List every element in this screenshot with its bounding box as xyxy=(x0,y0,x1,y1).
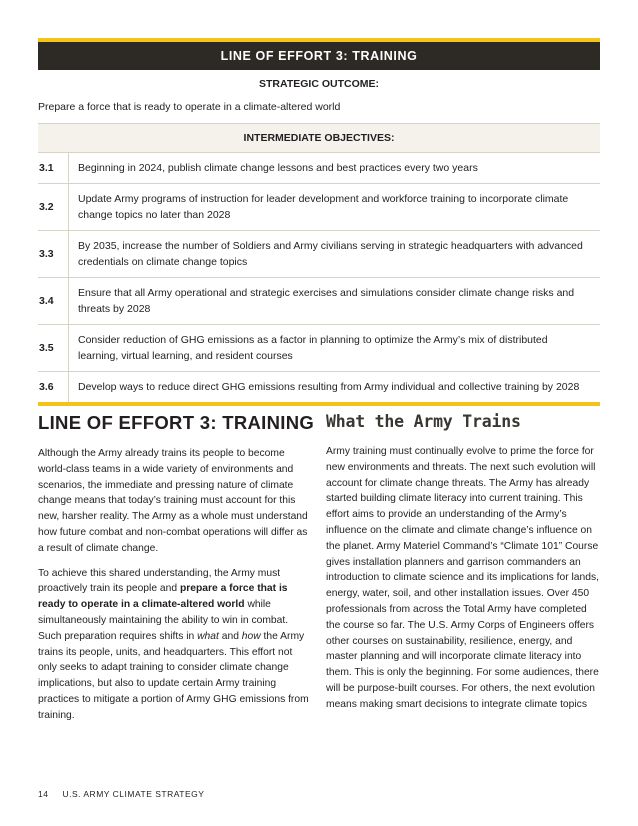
text-run: the Army trains its people, units, and headquarters. This effort not only seeks to adapt training to consider climate change implications, but also to update certain Army training practices to mitigate a portion of Army GHG emissions from training. xyxy=(38,630,309,721)
footer-title: U.S. ARMY CLIMATE STRATEGY xyxy=(62,789,205,799)
strategic-outcome-text: Prepare a force that is ready to operate in a climate-altered world xyxy=(38,101,341,113)
objective-number: 3.4 xyxy=(38,278,69,324)
emphasis-bold: prepare a force that is ready to operate in a climate-altered world xyxy=(38,583,288,611)
objective-text: By 2035, increase the number of Soldiers and Army civilians serving in strategic headquarters with advanced credentials on climate change topics xyxy=(78,240,583,268)
strategic-outcome-label: STRATEGIC OUTCOME: xyxy=(259,78,379,90)
objective-row xyxy=(38,324,600,371)
objective-number: 3.5 xyxy=(38,325,69,371)
objectives-table xyxy=(38,123,600,406)
text-run: while simultaneously maintaining the ability to win in combat. Such preparation requires shifts in xyxy=(38,599,289,642)
banner-title: LINE OF EFFORT 3: TRAINING xyxy=(220,49,418,63)
body-paragraph xyxy=(38,566,310,724)
objective-row xyxy=(38,277,600,324)
emphasis-italic: what xyxy=(197,630,219,642)
objective-text: Beginning in 2024, publish climate change lessons and best practices every two years xyxy=(78,162,478,174)
text-run: To achieve this shared understanding, the Army must proactively train its people and xyxy=(38,567,281,595)
body-paragraph: Army training must continually evolve to prime the force for new environments and threats. The next such evolution will account for climate change threats. The Army has already started building climate literacy into current training. This effort aims to provide an understanding of the Army’s influence on the climate and climate change’s influence on the planet. Army Materiel Command’s “Climate 101” Course gives installation planners and garrison commanders an introduction to climate science and its implications for lands, energy, water, soil, and other installation issues. Over 450 professionals from across the Total Army have completed the course so far. The U.S. Army Corps of Engineers offers other courses on sustainability, resilience, energy, and master planning and will incorporate climate literacy into them. This is only the beginning. For some audiences, there will be purpose-built courses. For others, the next evolution means making smart decisions to integrate climate topics xyxy=(326,446,599,710)
objective-number: 3.6 xyxy=(38,372,69,402)
section-banner xyxy=(38,38,600,70)
right-column xyxy=(326,412,600,722)
objective-row xyxy=(38,152,600,183)
page-footer xyxy=(38,789,204,799)
objective-number: 3.3 xyxy=(38,231,69,277)
emphasis-italic: how xyxy=(241,630,261,642)
section-heading: LINE OF EFFORT 3: TRAINING xyxy=(38,412,315,433)
objective-row xyxy=(38,183,600,230)
objective-text: Ensure that all Army operational and strategic exercises and simulations consider climate change risks and threats by 2028 xyxy=(78,287,575,315)
objective-row xyxy=(38,230,600,277)
text-run: and xyxy=(218,630,242,642)
subsection-heading: What the Army Trains xyxy=(326,412,521,431)
objective-text: Update Army programs of instruction for leader development and workforce training to incorporate climate change topics no later than 2028 xyxy=(78,193,569,221)
left-column xyxy=(38,412,315,733)
objective-text: Consider reduction of GHG emissions as a factor in planning to optimize the Army’s mix of distributed learning, virtual learning, and resident courses xyxy=(78,334,548,362)
objective-number: 3.1 xyxy=(38,153,69,183)
objective-row xyxy=(38,371,600,402)
page-number: 14 xyxy=(38,789,49,799)
objective-text: Develop ways to reduce direct GHG emissions resulting from Army individual and collective training by 2028 xyxy=(78,381,580,393)
objectives-header: INTERMEDIATE OBJECTIVES: xyxy=(38,123,600,152)
body-paragraph: Although the Army already trains its people to become world-class teams in a wide variety of environments and scenarios, the immediate and pressing nature of climate change means that today’s training must account for this new, harsher reality. The Army as a whole must understand how future combat and non-combat operations will differ as a result of climate change. xyxy=(38,448,308,554)
objective-number: 3.2 xyxy=(38,184,69,230)
